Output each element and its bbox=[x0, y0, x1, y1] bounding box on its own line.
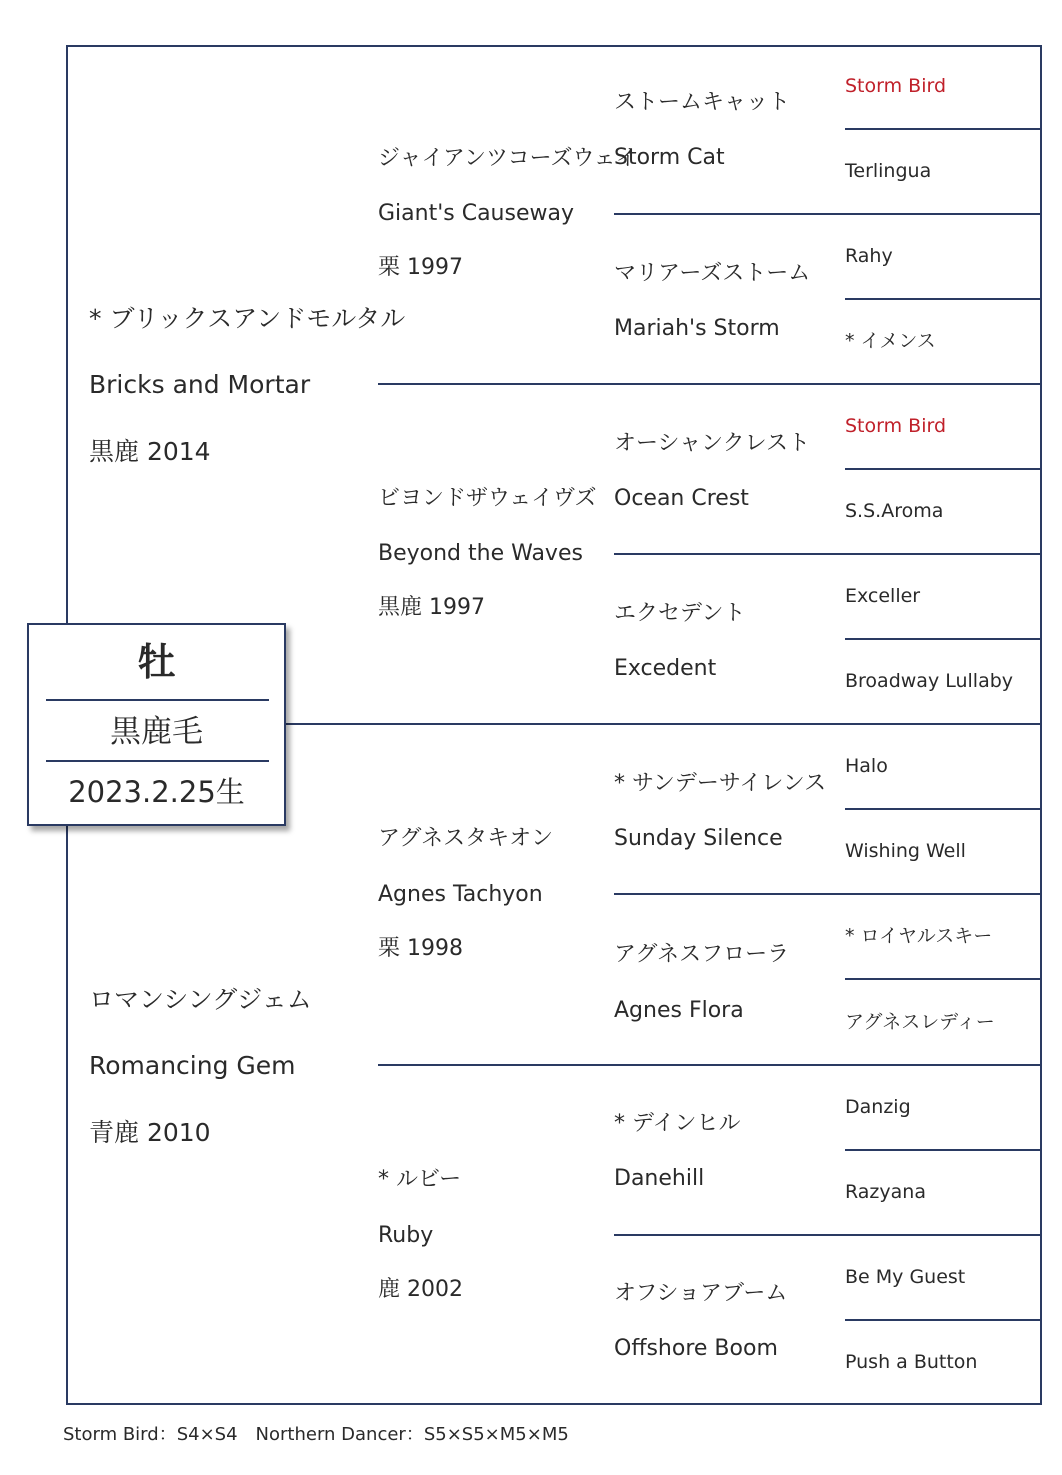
gen2-name-en: Beyond the Waves bbox=[378, 541, 583, 566]
gen4-ancestor: Broadway Lullaby bbox=[845, 670, 1014, 692]
gen3-name-jp: マリアーズストーム bbox=[614, 261, 811, 286]
subject-sex: 牡 bbox=[137, 640, 176, 684]
gen4-ancestor: Danzig bbox=[845, 1096, 911, 1118]
gen2-name-jp: ビヨンドザウェイヴズ bbox=[378, 486, 597, 511]
dam-info: 青鹿 2010 bbox=[89, 1118, 211, 1147]
gen3-name-jp: アグネスフローラ bbox=[614, 942, 790, 967]
gen4-ancestor: S.S.Aroma bbox=[845, 500, 944, 522]
gen3-name-jp: オーシャンクレスト bbox=[614, 431, 811, 456]
gen3-name-jp: オフショアブーム bbox=[614, 1281, 788, 1306]
gen4-ancestor: Storm Bird bbox=[845, 75, 947, 97]
gen4-divider bbox=[845, 808, 1042, 810]
gen3-name-en: Offshore Boom bbox=[614, 1336, 778, 1361]
gen4-ancestor: Terlingua bbox=[845, 160, 932, 182]
gen4-ancestor: Storm Bird bbox=[845, 415, 947, 437]
gen4-ancestor: Be My Guest bbox=[845, 1266, 966, 1288]
gen3-name-en: Danehill bbox=[614, 1166, 705, 1191]
gen3-divider bbox=[614, 213, 1042, 215]
gen3-divider bbox=[614, 893, 1042, 895]
gen4-divider bbox=[845, 128, 1042, 130]
gen3-name-en: Mariah's Storm bbox=[614, 316, 780, 341]
gen4-ancestor: Rahy bbox=[845, 245, 893, 267]
gen3-name-jp: ストームキャット bbox=[614, 90, 791, 115]
gen4-divider bbox=[845, 638, 1042, 640]
gen4-divider bbox=[845, 978, 1042, 980]
dam-name-en: Romancing Gem bbox=[89, 1051, 296, 1080]
gen3-name-jp: エクセデント bbox=[614, 601, 746, 626]
subject-info-box bbox=[27, 623, 286, 826]
dam-name-jp: ロマンシングジェム bbox=[89, 985, 312, 1014]
box-divider bbox=[46, 699, 269, 701]
subject-birth-date: 2023.2.25生 bbox=[68, 775, 245, 809]
sire-name-en: Bricks and Mortar bbox=[89, 370, 311, 399]
gen2-name-en: Ruby bbox=[378, 1223, 434, 1248]
gen3-name-en: Sunday Silence bbox=[614, 826, 783, 851]
gen2-name-en: Agnes Tachyon bbox=[378, 882, 543, 907]
gen4-ancestor: Wishing Well bbox=[845, 840, 966, 862]
gen4-ancestor: Razyana bbox=[845, 1181, 926, 1203]
gen2-name-jp: ジャイアンツコーズウェイ bbox=[378, 146, 638, 171]
gen4-ancestor: Exceller bbox=[845, 585, 921, 607]
gen2-info: 黒鹿 1997 bbox=[378, 595, 485, 620]
sire-name-jp: * ブリックスアンドモルタル bbox=[89, 304, 406, 333]
gen4-ancestor: Push a Button bbox=[845, 1351, 978, 1373]
gen3-name-en: Storm Cat bbox=[614, 145, 725, 170]
gen2-info: 鹿 2002 bbox=[378, 1277, 463, 1302]
gen4-ancestor: * イメンス bbox=[845, 330, 936, 352]
gen4-divider bbox=[845, 1149, 1042, 1151]
gen3-name-jp: * デインヒル bbox=[614, 1111, 741, 1136]
gen3-divider bbox=[614, 1234, 1042, 1236]
box-divider bbox=[46, 760, 269, 762]
subject-coat-color: 黒鹿毛 bbox=[110, 714, 203, 750]
gen4-ancestor: * ロイヤルスキー bbox=[845, 925, 993, 947]
gen2-info: 栗 1998 bbox=[378, 936, 463, 961]
gen4-ancestor: アグネスレディー bbox=[845, 1011, 995, 1033]
gen2-name-jp: * ルビー bbox=[378, 1167, 462, 1192]
inbreeding-note: Storm Bird：S4×S4 Northern Dancer：S5×S5×M5×M5 bbox=[63, 1424, 569, 1445]
gen2-divider bbox=[378, 1064, 1042, 1066]
sire-info: 黒鹿 2014 bbox=[89, 437, 211, 466]
gen2-name-jp: アグネスタキオン bbox=[378, 826, 554, 851]
gen4-divider bbox=[845, 1319, 1042, 1321]
gen2-divider bbox=[378, 383, 1042, 385]
gen2-name-en: Giant's Causeway bbox=[378, 201, 574, 226]
gen2-info: 栗 1997 bbox=[378, 255, 463, 280]
gen4-divider bbox=[845, 468, 1042, 470]
gen3-name-jp: * サンデーサイレンス bbox=[614, 771, 827, 796]
gen4-divider bbox=[845, 298, 1042, 300]
gen4-ancestor: Halo bbox=[845, 755, 888, 777]
gen3-name-en: Ocean Crest bbox=[614, 486, 749, 511]
gen3-name-en: Excedent bbox=[614, 656, 717, 681]
gen3-name-en: Agnes Flora bbox=[614, 998, 744, 1023]
gen3-divider bbox=[614, 553, 1042, 555]
